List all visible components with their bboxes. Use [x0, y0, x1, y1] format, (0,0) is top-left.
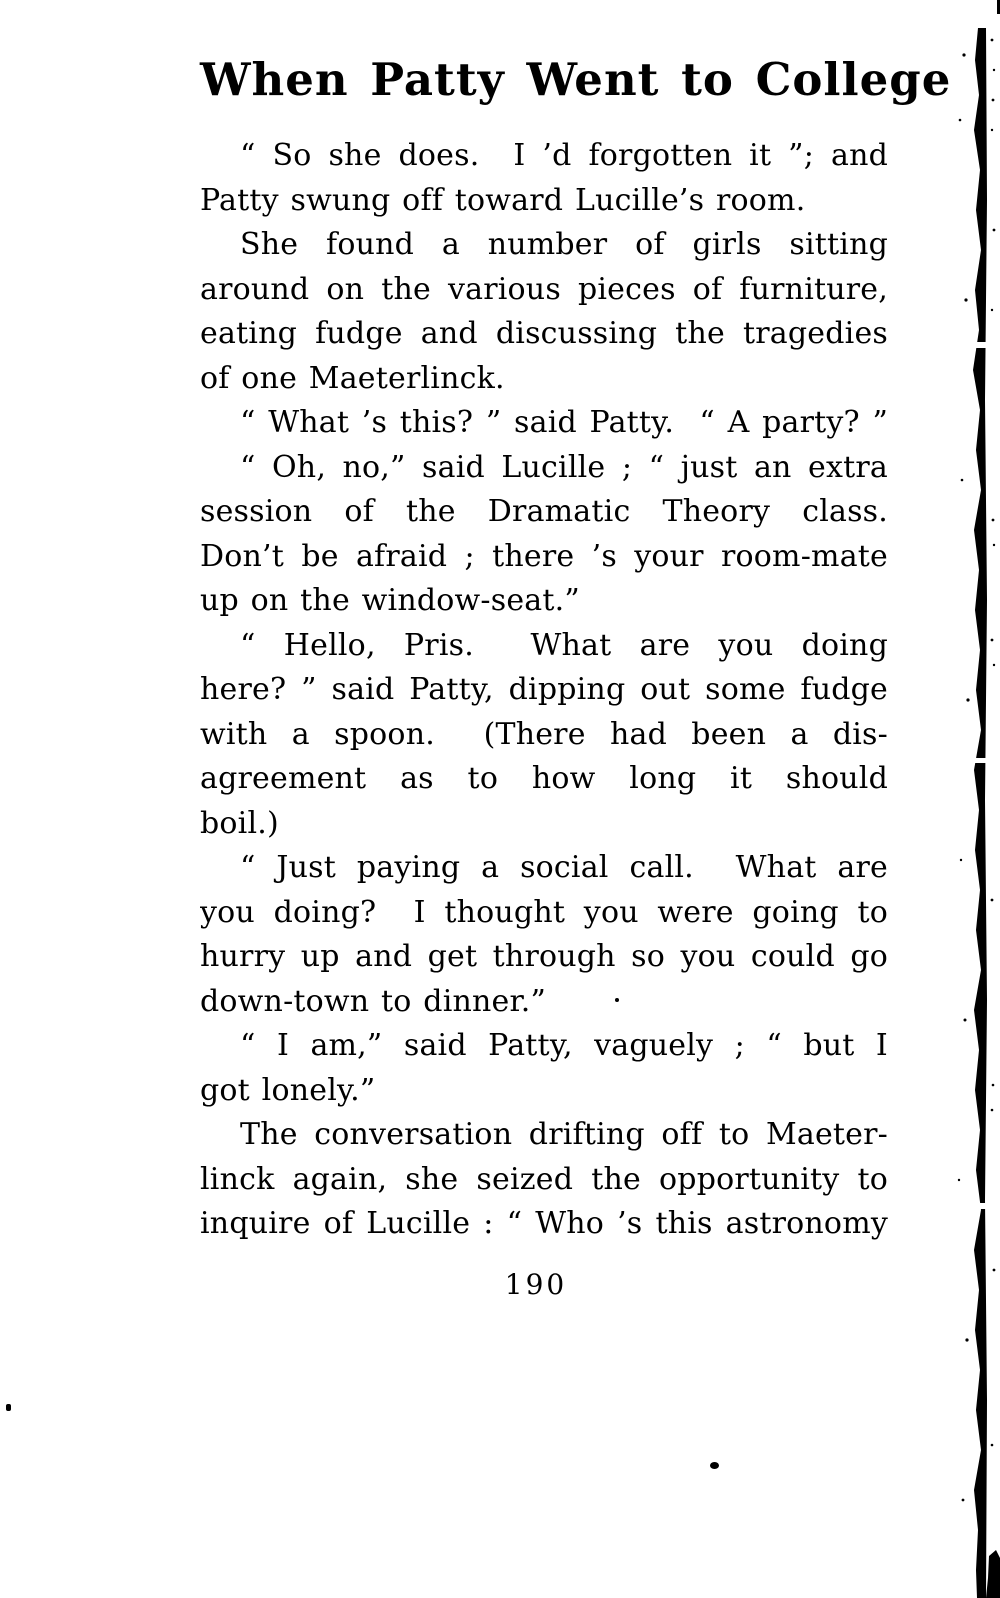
- ink-speck: [6, 1404, 11, 1411]
- text-line: “ I am,” said Patty, vaguely ; “ but I: [240, 1028, 888, 1063]
- text-line: Don’t be afraid ; there ’s your room-mate: [200, 538, 888, 574]
- text-line: with a spoon. (There had been a dis-: [200, 716, 888, 752]
- text-line: boil.): [200, 805, 279, 841]
- text-line: “ Oh, no,” said Lucille ; “ just an extra: [240, 449, 888, 485]
- text-line: down-town to dinner.”: [200, 983, 547, 1019]
- scan-edge-artifact: [956, 0, 1000, 1598]
- ink-speck: [615, 998, 619, 1002]
- text-line: got lonely.”: [200, 1072, 376, 1108]
- text-line: “ Hello, Pris. What are you doing: [240, 627, 888, 663]
- text-line: around on the various pieces of furniture,: [200, 271, 888, 307]
- text-line: inquire of Lucille : “ Who ’s this astronomy: [200, 1206, 888, 1241]
- text-line: hurry up and get through so you could go: [200, 939, 888, 974]
- text-line: “ Just paying a social call. What are: [240, 850, 888, 885]
- text-line: you doing? I thought you were going to: [200, 894, 888, 930]
- text-line: here? ” said Patty, dipping out some fudge: [200, 672, 888, 707]
- text-line: The conversation drifting off to Maeter-: [240, 1117, 888, 1152]
- body-text: [200, 134, 888, 1247]
- text-line: up on the window-seat.”: [200, 583, 580, 618]
- text-line: of one Maeterlinck.: [200, 360, 505, 396]
- text-line: eating fudge and discussing the tragedies: [200, 316, 888, 351]
- ink-speck: [710, 1462, 719, 1469]
- text-line: linck again, she seized the opportunity to: [200, 1161, 888, 1197]
- text-line: session of the Dramatic Theory class.: [200, 494, 888, 529]
- text-line: Patty swung off toward Lucille’s room.: [200, 182, 806, 218]
- text-line: “ What ’s this? ” said Patty. “ A party? ”: [240, 405, 888, 440]
- text-line: She found a number of girls sitting: [240, 227, 888, 262]
- text-line: agreement as to how long it should: [200, 761, 888, 796]
- page-number: 190: [504, 1268, 568, 1301]
- running-head-title: When Patty Went to College: [200, 53, 952, 106]
- text-line: “ So she does. I ’d forgotten it ”; and: [240, 138, 888, 173]
